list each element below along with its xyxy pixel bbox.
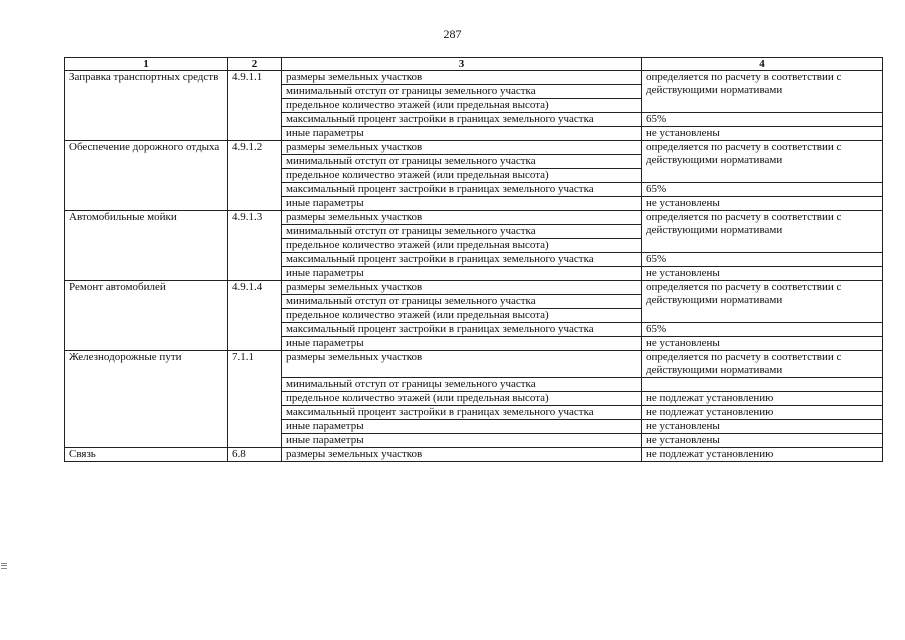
parameter-value: определяется по расчету в соответствии с действующими нормативами [642, 71, 883, 113]
use-type-code: 4.9.1.4 [228, 281, 282, 351]
table-row [65, 141, 883, 155]
parameter-name: минимальный отступ от границы земельного участка [282, 295, 642, 309]
parameter-value: 65% [642, 113, 883, 127]
parameter-name: размеры земельных участков [282, 71, 642, 85]
table-row [65, 281, 883, 295]
parameter-value: 65% [642, 183, 883, 197]
land-use-parameters-table [64, 57, 883, 462]
parameter-value: не установлены [642, 127, 883, 141]
use-type-name: Железнодорожные пути [65, 351, 228, 448]
scan-margin-mark [1, 563, 7, 569]
parameter-name: размеры земельных участков [282, 351, 642, 378]
parameter-value: определяется по расчету в соответствии с действующими нормативами [642, 211, 883, 253]
parameter-value: не установлены [642, 337, 883, 351]
parameter-value: не подлежат установлению [642, 448, 883, 462]
parameter-name: предельное количество этажей (или предельная высота) [282, 392, 642, 406]
use-type-code: 6.8 [228, 448, 282, 462]
parameter-value: не установлены [642, 267, 883, 281]
header-col-3: 3 [282, 58, 642, 71]
parameter-value: не установлены [642, 197, 883, 211]
parameter-name: иные параметры [282, 434, 642, 448]
parameter-name: предельное количество этажей (или предельная высота) [282, 169, 642, 183]
parameter-value: определяется по расчету в соответствии с действующими нормативами [642, 281, 883, 323]
header-col-2: 2 [228, 58, 282, 71]
parameter-value: 65% [642, 323, 883, 337]
parameter-name: иные параметры [282, 267, 642, 281]
parameter-value [642, 378, 883, 392]
parameter-name: размеры земельных участков [282, 211, 642, 225]
parameter-name: минимальный отступ от границы земельного участка [282, 85, 642, 99]
header-col-1: 1 [65, 58, 228, 71]
header-row [65, 58, 883, 71]
header-col-4: 4 [642, 58, 883, 71]
parameter-name: иные параметры [282, 127, 642, 141]
parameter-name: минимальный отступ от границы земельного участка [282, 225, 642, 239]
parameter-name: предельное количество этажей (или предельная высота) [282, 309, 642, 323]
parameter-name: иные параметры [282, 197, 642, 211]
use-type-name: Связь [65, 448, 228, 462]
table-row [65, 211, 883, 225]
parameter-name: максимальный процент застройки в границах земельного участка [282, 323, 642, 337]
parameter-name: максимальный процент застройки в границах земельного участка [282, 253, 642, 267]
use-type-code: 7.1.1 [228, 351, 282, 448]
parameter-name: максимальный процент застройки в границах земельного участка [282, 113, 642, 127]
use-type-code: 4.9.1.2 [228, 141, 282, 211]
use-type-code: 4.9.1.3 [228, 211, 282, 281]
table-row [65, 448, 883, 462]
parameter-name: предельное количество этажей (или предельная высота) [282, 239, 642, 253]
parameter-name: предельное количество этажей (или предельная высота) [282, 99, 642, 113]
parameter-name: минимальный отступ от границы земельного участка [282, 155, 642, 169]
table-row [65, 351, 883, 378]
parameter-name: размеры земельных участков [282, 448, 642, 462]
table-row [65, 71, 883, 85]
parameter-name: иные параметры [282, 420, 642, 434]
use-type-code: 4.9.1.1 [228, 71, 282, 141]
parameter-value: не установлены [642, 434, 883, 448]
use-type-name: Автомобильные мойки [65, 211, 228, 281]
parameter-value: не подлежат установлению [642, 406, 883, 420]
parameter-name: размеры земельных участков [282, 141, 642, 155]
parameter-name: размеры земельных участков [282, 281, 642, 295]
parameter-value: 65% [642, 253, 883, 267]
use-type-name: Обеспечение дорожного отдыха [65, 141, 228, 211]
page-number: 287 [443, 27, 462, 41]
parameter-value: не подлежат установлению [642, 392, 883, 406]
use-type-name: Заправка транспортных средств [65, 71, 228, 141]
parameter-name: минимальный отступ от границы земельного участка [282, 378, 642, 392]
parameter-name: максимальный процент застройки в границах земельного участка [282, 183, 642, 197]
parameter-name: иные параметры [282, 337, 642, 351]
parameter-value: не установлены [642, 420, 883, 434]
use-type-name: Ремонт автомобилей [65, 281, 228, 351]
parameter-value: определяется по расчету в соответствии с действующими нормативами [642, 141, 883, 183]
parameter-value: определяется по расчету в соответствии с действующими нормативами [642, 351, 883, 378]
parameter-name: максимальный процент застройки в границах земельного участка [282, 406, 642, 420]
